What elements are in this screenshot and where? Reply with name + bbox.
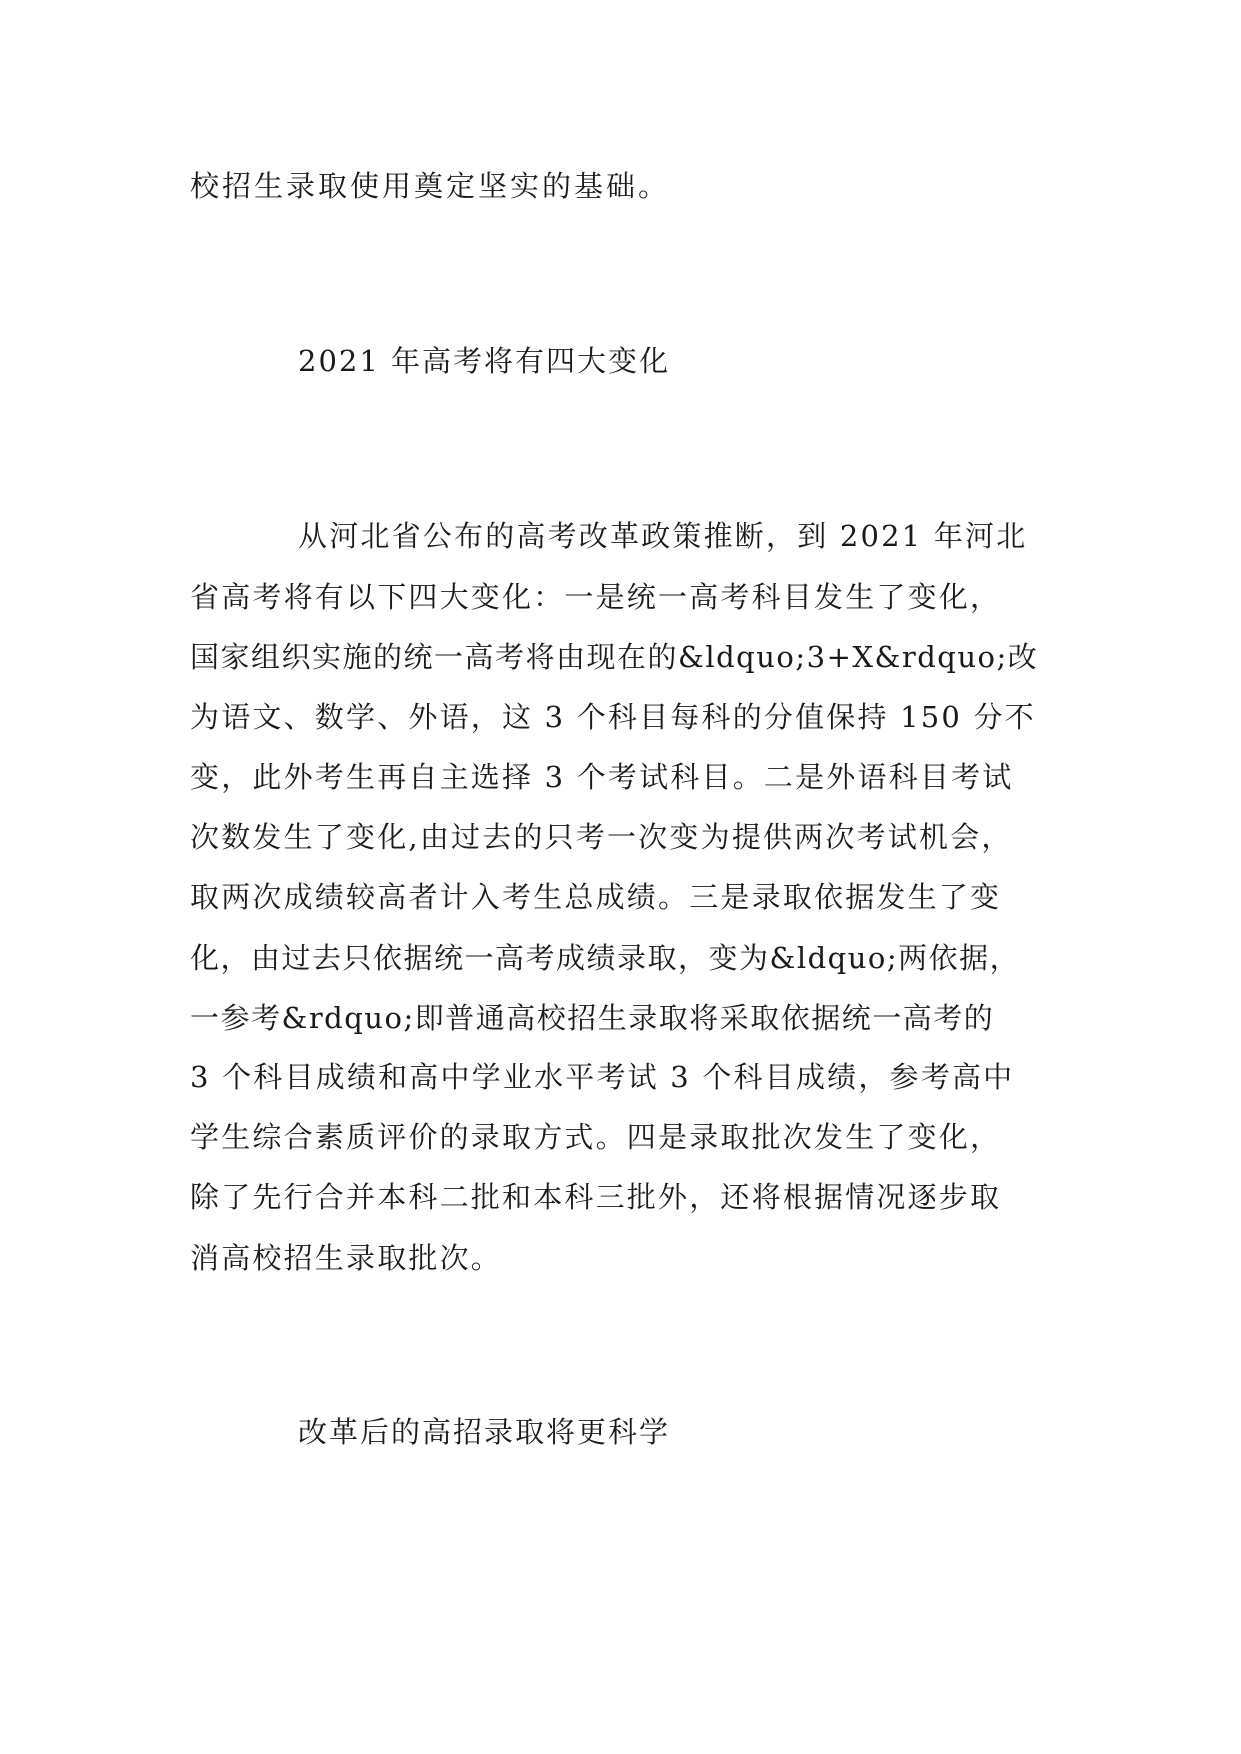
continuation-line: 校招生录取使用奠定坚实的基础。 [190, 169, 671, 203]
paragraph-line: 国家组织实施的统一高考将由现在的&ldquo;3+X&rdquo;改 [190, 640, 1039, 674]
paragraph-line: 为语文、数学、外语，这 3 个科目每科的分值保持 150 分不 [190, 700, 1036, 734]
paragraph-line: 除了先行合并本科二批和本科三批外，还将根据情况逐步取 [190, 1180, 1002, 1214]
section-heading: 2021 年高考将有四大变化 [298, 344, 671, 378]
paragraph-line: 次数发生了变化,由过去的只考一次变为提供两次考试机会， [190, 820, 1013, 854]
paragraph-line: 从河北省公布的高考改革政策推断，到 2021 年河北 [298, 519, 1028, 553]
paragraph-line: 变，此外考生再自主选择 3 个考试科目。二是外语科目考试 [190, 760, 1014, 794]
section-heading: 改革后的高招录取将更科学 [298, 1415, 671, 1449]
paragraph-line: 省高考将有以下四大变化：一是统一高考科目发生了变化， [190, 580, 1002, 614]
paragraph-line: 3 个科目成绩和高中学业水平考试 3 个科目成绩，参考高中 [190, 1060, 1015, 1094]
paragraph-line: 消高校招生录取批次。 [190, 1241, 503, 1275]
paragraph-line: 化，由过去只依据统一高考成绩录取，变为&ldquo;两依据， [190, 941, 1021, 975]
paragraph-line: 一参考&rdquo;即普通高校招生录取将采取依据统一高考的 [190, 1001, 995, 1035]
paragraph-line: 学生综合素质评价的录取方式。四是录取批次发生了变化， [190, 1120, 1002, 1154]
paragraph-line: 取两次成绩较高者计入考生总成绩。三是录取依据发生了变 [190, 880, 1002, 914]
